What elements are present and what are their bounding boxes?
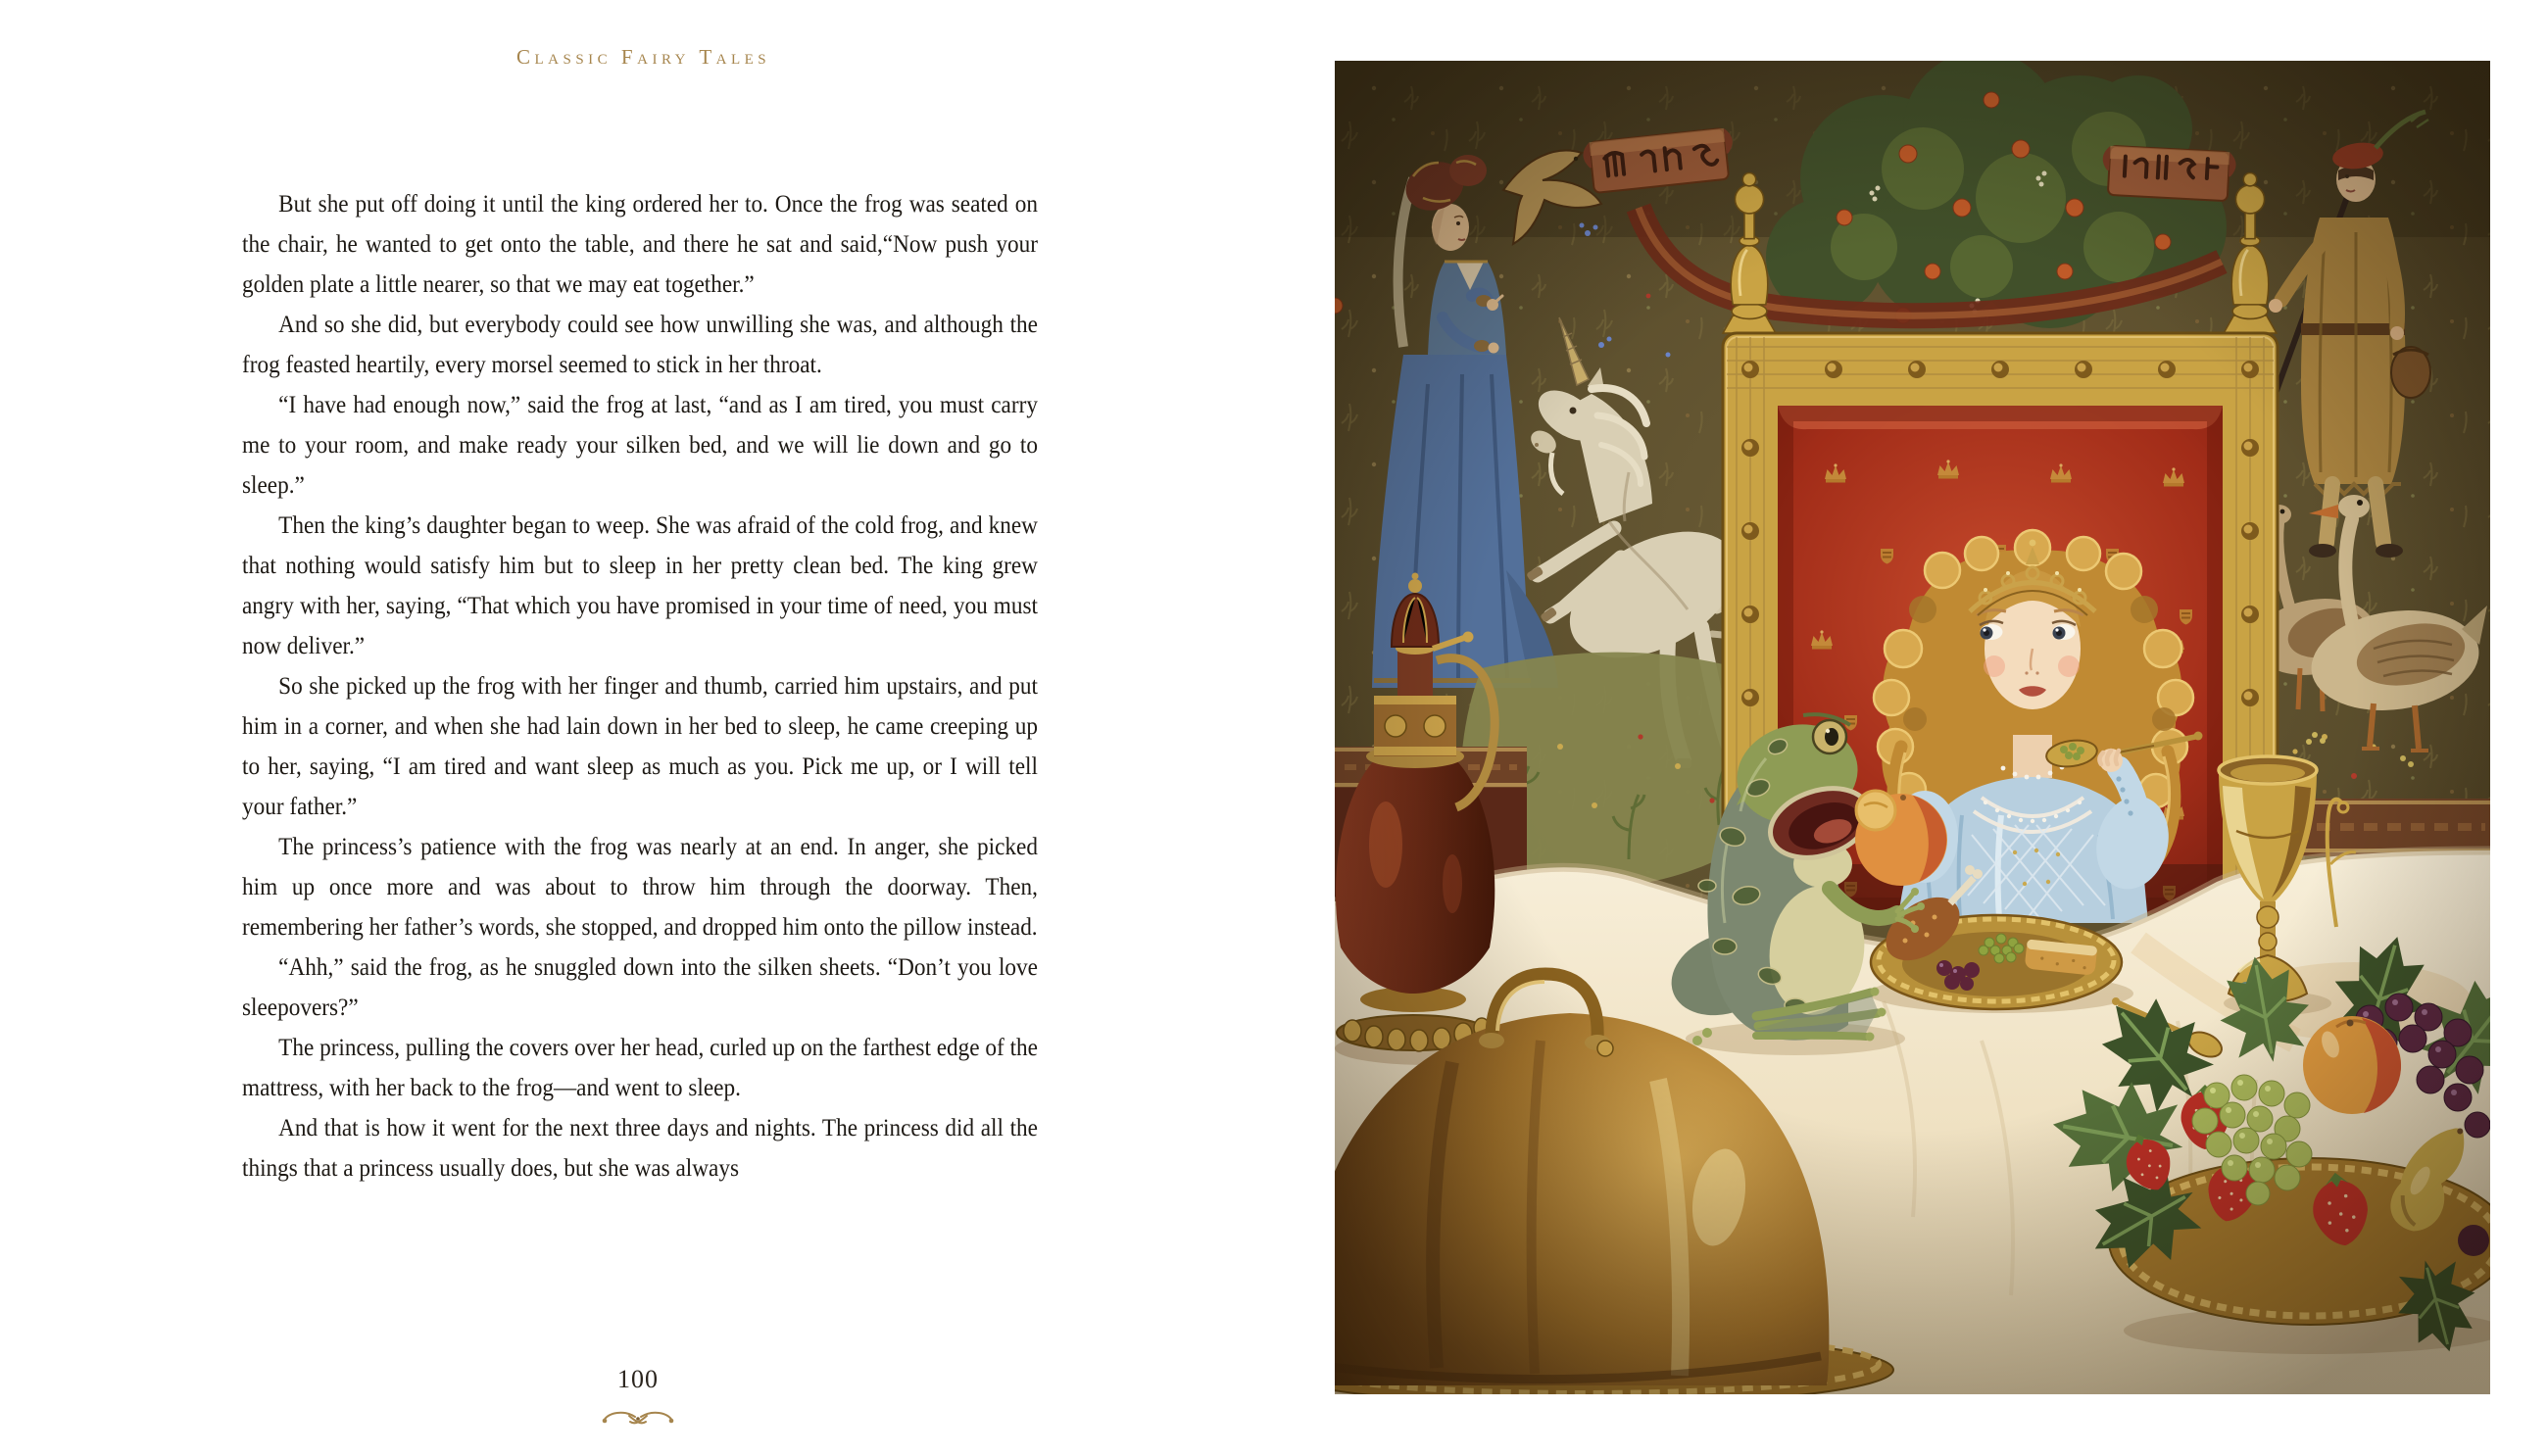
story-paragraph: Then the king’s daughter began to weep. She was afraid of the cold frog, and knew that nothing would satisfy him but to sleep in her pretty clean bed. The king grew angry with her, saying, “That which you have promised in your time of need, you must now deliver.” (242, 512, 1038, 659)
story-paragraph: “Ahh,” said the frog, as he snuggled down into the silken sheets. “Don’t you love sleepovers?” (242, 954, 1038, 1021)
story-paragraph: And so she did, but everybody could see how unwilling she was, and although the frog feasted heartily, every morsel seemed to stick in her throat. (242, 312, 1038, 378)
page-number: 100 (617, 1365, 659, 1393)
story-paragraph: The princess, pulling the covers over her head, curled up on the farthest edge of the mattress, with her back to the frog—and went to sleep. (242, 1035, 1038, 1101)
story-paragraph: “I have had enough now,” said the frog at last, “and as I am tired, you must carry me to your room, and make ready your silken bed, and we will lie down and go to sleep.” (242, 392, 1038, 499)
story-paragraph: So she picked up the frog with her finger and thumb, carried him upstairs, and put him in a corner, and when she had lain down in her bed to sleep, he came creeping up to her, saying, “I am tired and want sleep as much as you. Pick me up, or I will tell your father.” (242, 673, 1038, 820)
page-ornament-flourish-icon (601, 1408, 675, 1430)
running-head: Classic Fairy Tales (516, 45, 771, 69)
story-paragraph: But she put off doing it until the king ordered her to. Once the frog was seated on the chair, he wanted to get onto the table, and there he sat and said,“Now push your golden plate a little nearer, so that we may eat together.” (242, 191, 1038, 298)
illustration-frog-prince (1335, 61, 2490, 1394)
story-paragraph: The princess’s patience with the frog was nearly at an end. In anger, she picked him up once more and was about to throw him through the doorway. Then, remembering her father’s words, she stopped, and dropped him onto the pillow instead. (242, 834, 1038, 941)
vignette-overlay (1335, 61, 2490, 1394)
story-text-column (242, 184, 1038, 1189)
story-paragraph: And that is how it went for the next three days and nights. The princess did all the things that a princess usually does, but she was always (242, 1115, 1038, 1182)
